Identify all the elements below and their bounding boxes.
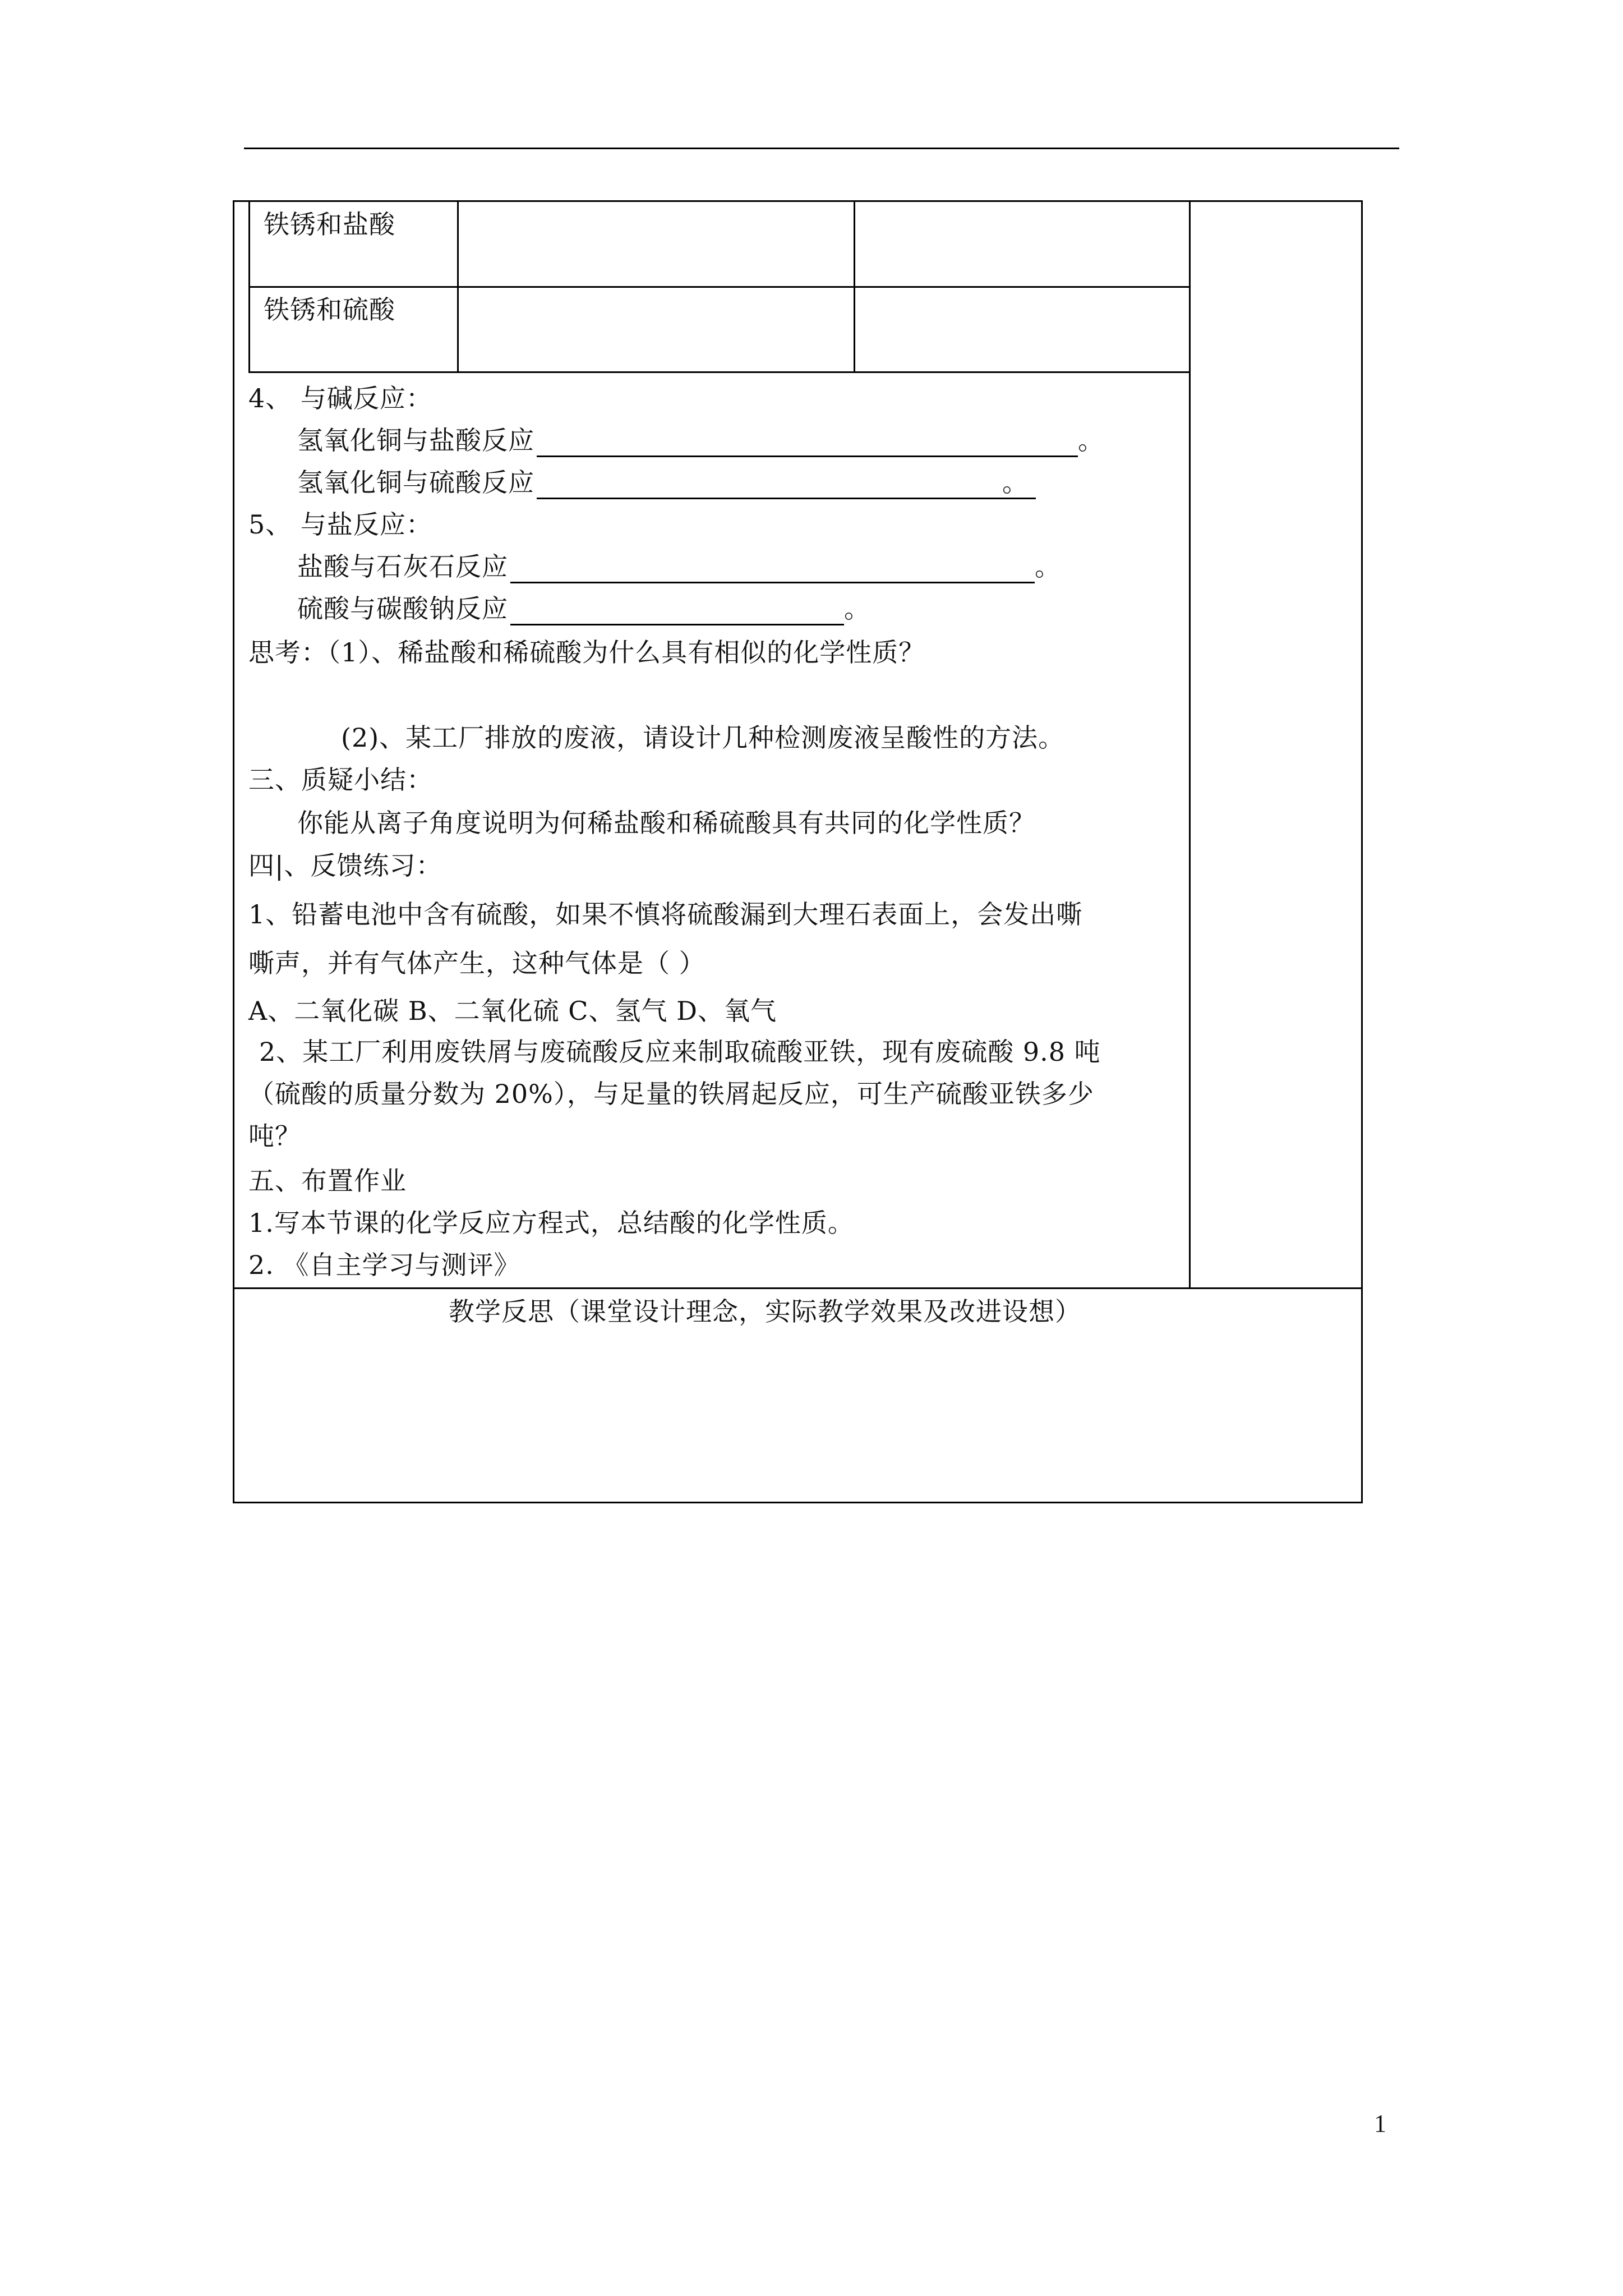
practice-heading: 四|、反馈练习： [248,850,442,881]
summary-heading: 三、质疑小结： [248,765,433,795]
practice-q1-line-2: 嘶声，并有气体产生，这种气体是（ ） [248,948,706,978]
table-row-label-1: 铁锈和盐酸 [264,209,395,240]
section-4-line-1-end: 。 [1078,425,1104,455]
header-rule [244,148,1399,149]
reflection-title: 教学反思（课堂设计理念，实际教学效果及改进设想） [449,1296,1081,1327]
section-5-line-1-text: 盐酸与石灰石反应 [297,551,508,582]
section-5-heading: 5、 与盐反应： [248,509,432,540]
section-4-heading: 4、 与碱反应： [248,383,432,413]
think-question-2: (2)、某工厂排放的废液，请设计几种检测废液呈酸性的方法。 [341,723,1065,753]
homework-item-2: 2. 《自主学习与测评》 [248,1250,520,1280]
answer-blank[interactable] [537,473,1036,499]
answer-blank[interactable] [510,557,1035,583]
practice-q2-line-2: （硫酸的质量分数为 20%），与足量的铁屑起反应，可生产硫酸亚铁多少 [248,1079,1094,1109]
summary-question: 你能从离子角度说明为何稀盐酸和稀硫酸具有共同的化学性质？ [297,808,1035,838]
page-number: 1 [1374,2110,1386,2137]
practice-q1-line-1: 1、铅蓄电池中含有硫酸，如果不慎将硫酸漏到大理石表面上，会发出嘶 [248,899,1083,930]
homework-item-1: 1.写本节课的化学反应方程式，总结酸的化学性质。 [248,1208,854,1238]
table-row-label-2: 铁锈和硫酸 [264,295,395,325]
section-4-line-1 [297,424,1104,457]
section-5-line-2 [297,592,870,625]
answer-blank[interactable] [537,431,1078,457]
section-4-line-1-text: 氢氧化铜与盐酸反应 [297,425,534,455]
section-5-line-2-text: 硫酸与碳酸钠反应 [297,593,508,624]
homework-heading: 五、布置作业 [248,1166,407,1196]
table-bottom-border [248,371,1191,373]
section-5-line-1-end: 。 [1035,551,1061,582]
section-4-line-2 [297,466,1029,499]
section-4-line-2-text: 氢氧化铜与硫酸反应 [297,467,534,498]
practice-q2-line-3: 吨？ [248,1121,301,1151]
table-row-divider [248,286,1191,288]
practice-q1-options: A、二氧化碳 B、二氧化硫 C、氢气 D、氧气 [248,996,777,1026]
right-column-divider [1189,200,1191,1289]
section-5-line-1 [297,550,1061,583]
practice-q2-line-1: 2、某工厂利用废铁屑与废硫酸反应来制取硫酸亚铁，现有废硫酸 9.8 吨 [259,1037,1101,1067]
section-4-line-2-end: 。 [1002,467,1029,498]
answer-blank[interactable] [510,599,844,625]
section-5-line-2-end: 。 [844,593,870,624]
reflection-divider [233,1287,1363,1289]
think-question-1: 思考：（1）、稀盐酸和稀硫酸为什么具有相似的化学性质？ [248,637,925,668]
